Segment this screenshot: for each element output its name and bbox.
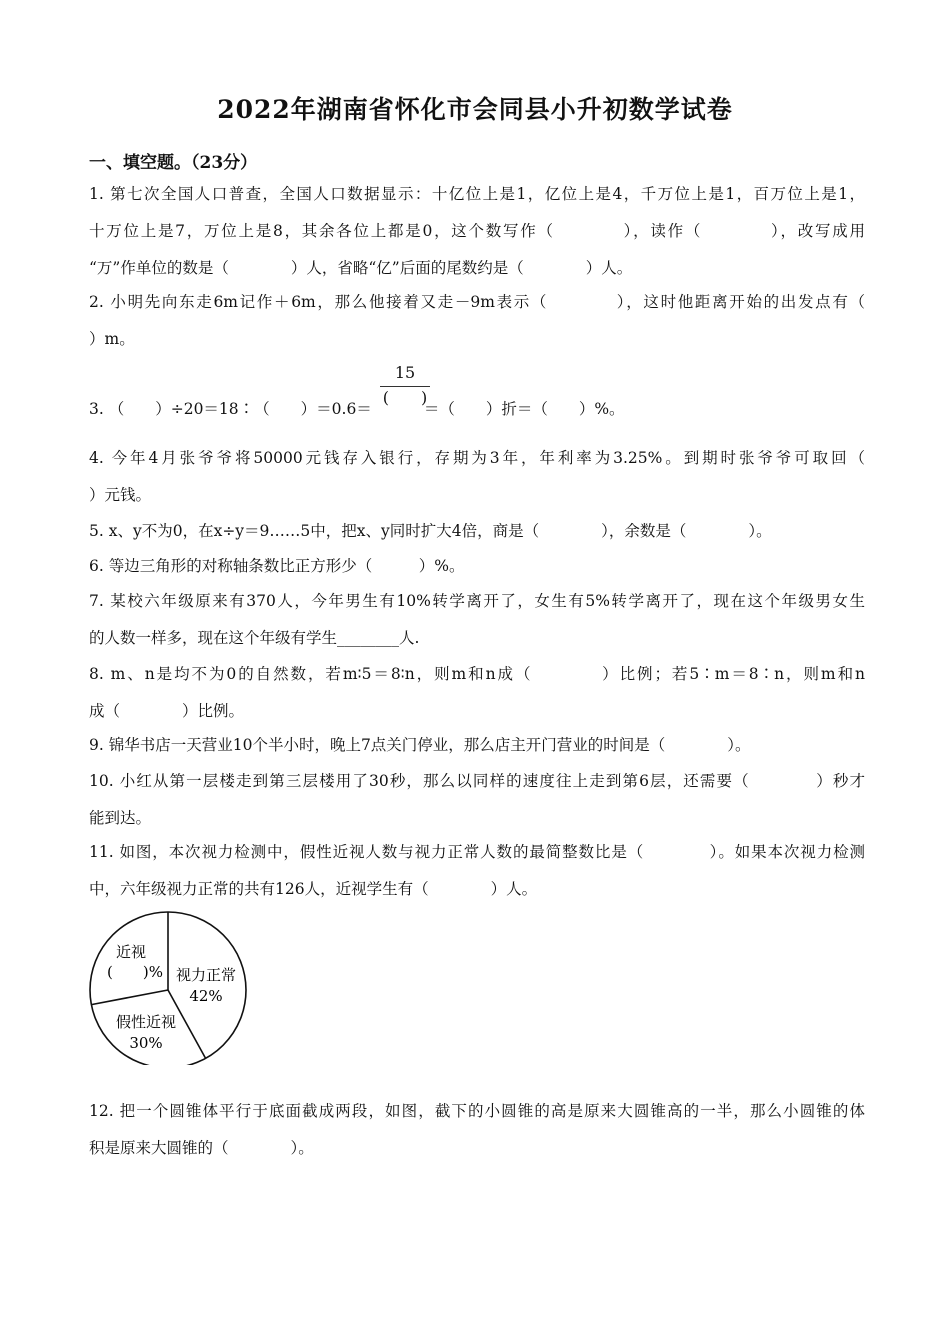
question-line: 10. 小红从第一层楼走到第三层楼用了30秒，那么以同样的速度往上走到第6层，还需要（ ）秒才 (89, 772, 865, 790)
vision-pie-chart (84, 910, 254, 1065)
question-3-left: 3. （ ）÷20＝18∶（ ）＝0.6＝ (89, 400, 372, 418)
question-10 (89, 763, 865, 837)
fraction (380, 362, 430, 409)
question-line: 4. 今年4月张爷爷将50000元钱存入银行，存期为3年，年利率为3.25%。到期时张爷爷可取回（ (89, 449, 865, 467)
question-11 (89, 834, 865, 908)
fraction-denominator: ( ) (382, 388, 428, 407)
question-line: 5. x、y不为0，在x÷y＝9……5中，把x、y同时扩大4倍，商是（ ），余数是（ ）。 (89, 522, 772, 540)
question-line: 十万位上是7，万位上是8，其余各位上都是0，这个数写作（ ），读作（ ），改写成用 (89, 222, 865, 240)
question-2 (89, 284, 865, 358)
question-line: 2. 小明先向东走6m记作＋6m，那么他接着又走－9m表示（ ），这时他距离开始的出发点有（ (89, 293, 865, 311)
question-line: “万”作单位的数是（ ）人，省略“亿”后面的尾数约是（ ）人。 (89, 259, 633, 277)
pie-slice-boundary (91, 990, 168, 1005)
question-12 (89, 1093, 865, 1167)
question-line: 能到达。 (89, 809, 152, 827)
question-3-right: ＝（ ）折＝（ ）%。 (423, 400, 625, 418)
label-pseudo-value: 30% (129, 1034, 163, 1052)
question-4 (89, 440, 865, 514)
label-pseudo-name: 假性近视 (115, 1013, 177, 1031)
question-8 (89, 656, 865, 730)
question-line: 的人数一样多，现在这个年级有学生________人. (89, 629, 420, 647)
question-line: 7. 某校六年级原来有370人，今年男生有10%转学离开了，女生有5%转学离开了，现在这个年级男女生 (89, 592, 865, 610)
exam-title: 2022年湖南省怀化市会同县小升初数学试卷 (217, 95, 733, 124)
question-line: 1. 第七次全国人口普查，全国人口数据显示：十亿位上是1，亿位上是4，千万位上是1，百万位上是1， (89, 185, 865, 203)
section-heading-fill-in: 一、填空题。（23分） (89, 153, 258, 173)
label-myopia-value: ( )% (107, 963, 163, 981)
question-line: ）元钱。 (89, 486, 152, 504)
label-normal-name: 视力正常 (175, 966, 237, 984)
label-normal-value: 42% (189, 987, 223, 1005)
question-5 (89, 513, 865, 550)
fraction-numerator: 15 (394, 363, 416, 382)
label-myopia-name: 近视 (115, 943, 147, 961)
question-line: 9. 锦华书店一天营业10个半小时，晚上7点关门停业，那么店主开门营业的时间是（ ）。 (89, 736, 751, 754)
question-line: 成（ ）比例。 (89, 702, 245, 720)
question-line: 12. 把一个圆锥体平行于底面截成两段，如图，截下的小圆锥的高是原来大圆锥高的一半，那么小圆锥的体 (89, 1102, 865, 1120)
question-6 (89, 548, 865, 585)
question-3 (89, 391, 865, 428)
question-line: 8. m、n是均不为0的自然数，若m∶5＝8∶n，则m和n成（ ）比例；若5∶m＝8∶n，则m和n (89, 665, 865, 683)
question-7 (89, 583, 865, 657)
question-9 (89, 727, 865, 764)
question-line: 中，六年级视力正常的共有126人，近视学生有（ ）人。 (89, 880, 538, 898)
question-line: 积是原来大圆锥的（ ）。 (89, 1139, 314, 1157)
question-line: ）m。 (89, 330, 135, 348)
question-line: 6. 等边三角形的对称轴条数比正方形少（ ）%。 (89, 557, 465, 575)
question-line: 11. 如图，本次视力检测中，假性近视人数与视力正常人数的最简整数比是（ ）。如果本次视力检测 (89, 843, 865, 861)
question-1 (89, 176, 865, 287)
